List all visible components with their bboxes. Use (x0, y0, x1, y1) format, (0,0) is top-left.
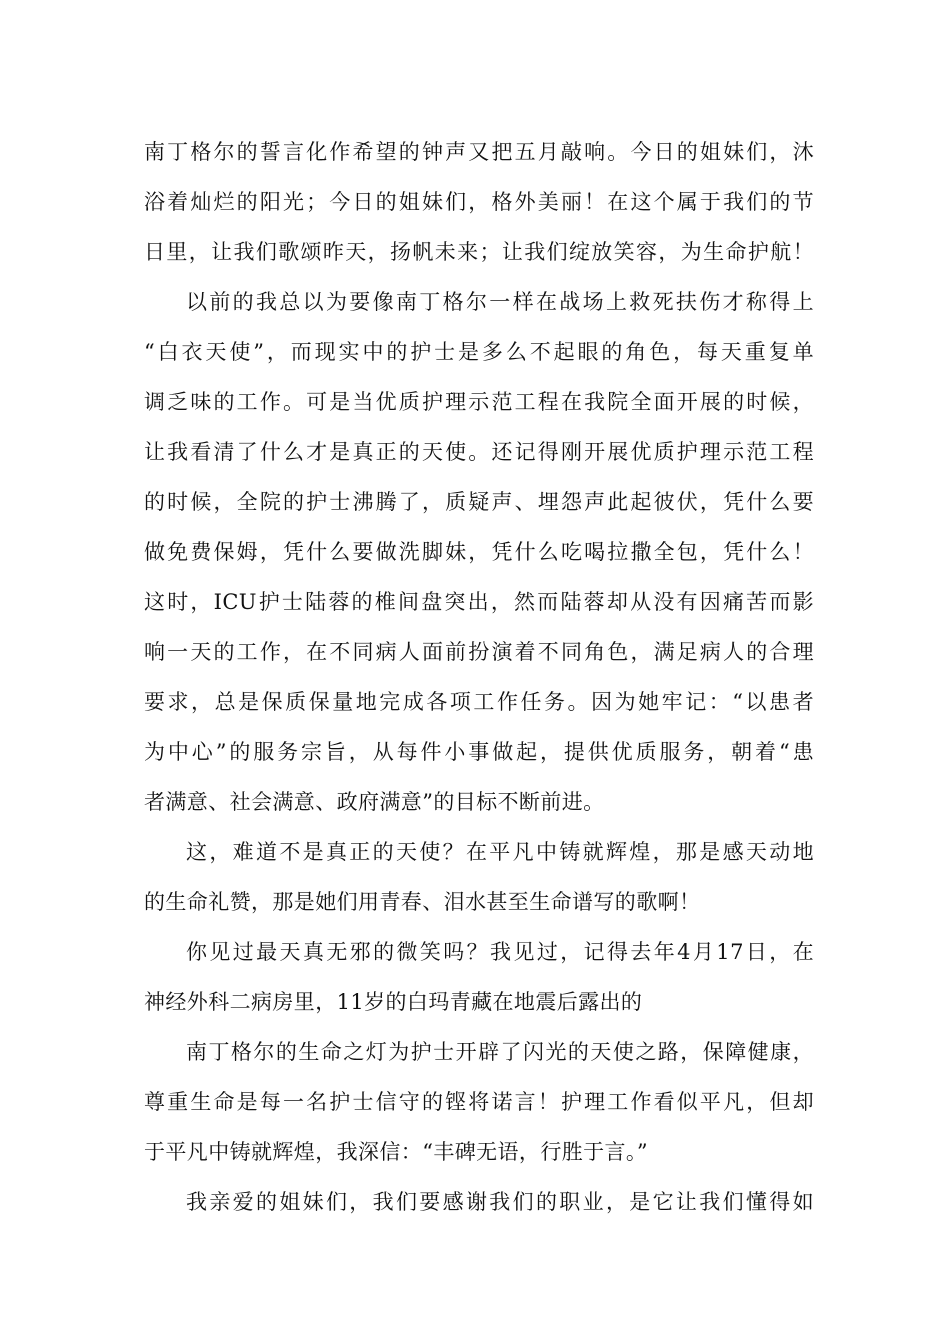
text-line: 尊重生命是每一名护士信守的铿将诺言！护理工作看似平凡，但却 (144, 1090, 814, 1114)
text-line: 浴着灿烂的阳光；今日的姐妹们，格外美丽！在这个属于我们的节 (144, 190, 814, 214)
text-line: 者满意、社会满意、政府满意”的目标不断前进。 (144, 790, 605, 814)
paragraph-first-line: 你见过最天真无邪的微笑吗？我见过，记得去年4月17日，在 (186, 940, 814, 964)
text-line: 日里，让我们歌颂昨天，扬帆未来；让我们绽放笑容，为生命护航！ (144, 240, 814, 264)
paragraph-first-line: 南丁格尔的生命之灯为护士开辟了闪光的天使之路，保障健康， (186, 1040, 814, 1064)
text-line: “白衣天使”，而现实中的护士是多么不起眼的角色，每天重复单 (144, 340, 814, 364)
text-line: 南丁格尔的誓言化作希望的钟声又把五月敲响。今日的姐妹们，沐 (144, 140, 814, 164)
text-line: 让我看清了什么才是真正的天使。还记得刚开展优质护理示范工程 (144, 440, 814, 464)
text-line: 调乏味的工作。可是当优质护理示范工程在我院全面开展的时候， (144, 390, 814, 414)
text-line: 于平凡中铸就辉煌，我深信：“丰碑无语，行胜于言。” (144, 1140, 648, 1164)
text-line: 的生命礼赞，那是她们用青春、泪水甚至生命谱写的歌啊！ (144, 890, 701, 914)
text-line: 这时，ICU护士陆蓉的椎间盘突出，然而陆蓉却从没有因痛苦而影 (144, 590, 814, 614)
paragraph-first-line: 以前的我总以为要像南丁格尔一样在战场上救死扶伤才称得上 (186, 290, 814, 314)
paragraph-first-line: 我亲爱的姐妹们，我们要感谢我们的职业，是它让我们懂得如 (186, 1190, 814, 1214)
text-line: 神经外科二病房里，11岁的白玛青藏在地震后露出的 (144, 990, 643, 1014)
text-line: 做免费保姆，凭什么要做洗脚妹，凭什么吃喝拉撒全包，凭什么！ (144, 540, 814, 564)
text-line: 的时候，全院的护士沸腾了，质疑声、埋怨声此起彼伏，凭什么要 (144, 490, 814, 514)
text-line: 响一天的工作，在不同病人面前扮演着不同角色，满足病人的合理 (144, 640, 814, 664)
paragraph-first-line: 这，难道不是真正的天使？在平凡中铸就辉煌，那是感天动地 (186, 840, 814, 864)
text-line: 为中心”的服务宗旨，从每件小事做起，提供优质服务，朝着“患 (144, 740, 814, 764)
text-line: 要求，总是保质保量地完成各项工作任务。因为她牢记：“以患者 (144, 690, 814, 714)
